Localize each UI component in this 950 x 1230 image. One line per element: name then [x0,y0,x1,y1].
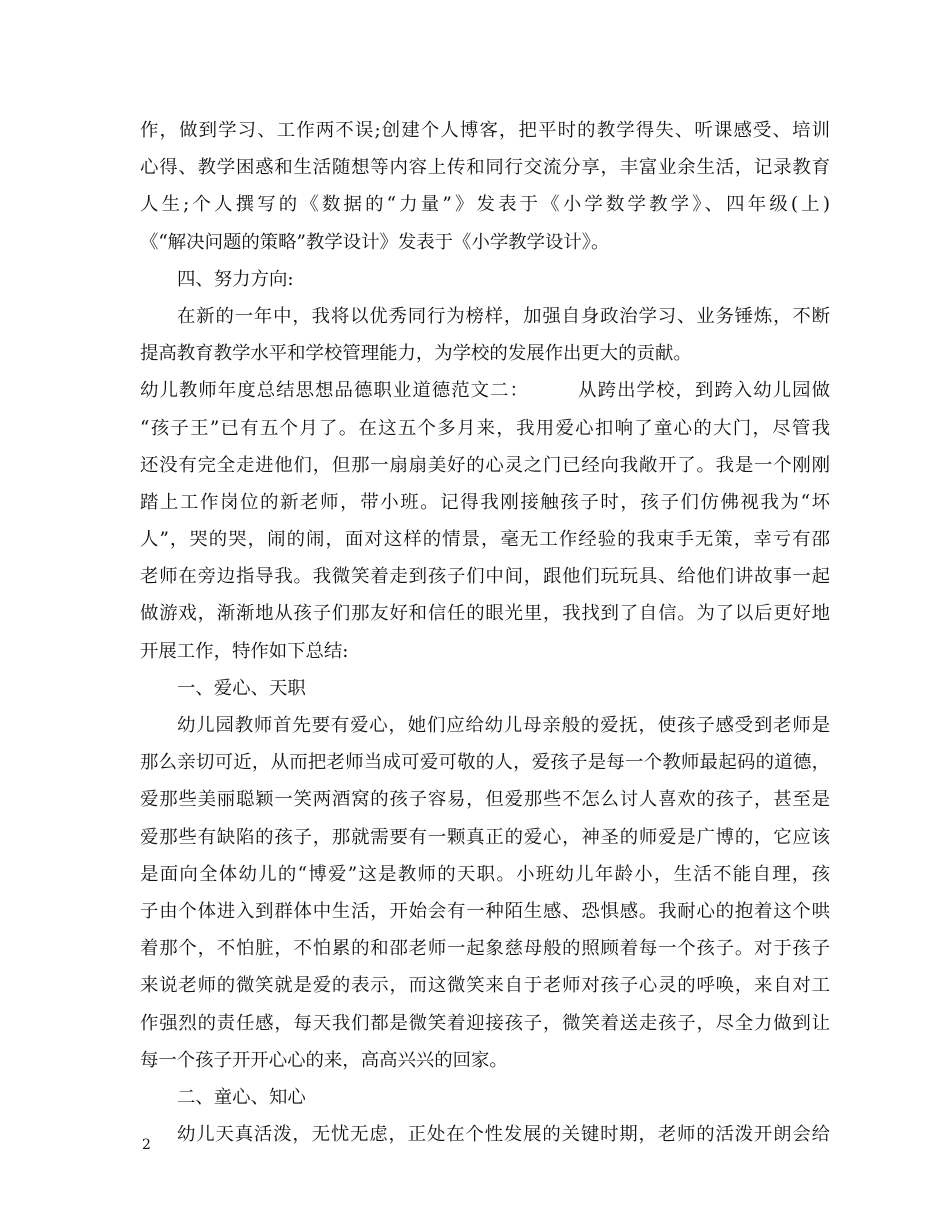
text-line: 幼儿教师年度总结思想品德职业道德范文二： 从跨出学校，到跨入幼儿园做 [140,380,830,402]
text-line: 爱那些美丽聪颖一笑两酒窝的孩子容易，但爱那些不怎么讨人喜欢的孩子，甚至是 [140,789,830,811]
text-line: 做游戏，渐渐地从孩子们那友好和信任的眼光里，我找到了自信。为了以后更好地 [140,603,830,625]
text-line: 开展工作，特作如下总结: [140,640,349,662]
page-number: 2 [142,1137,151,1153]
text-line: “孩子王”已有五个月了。在这五个多月来，我用爱心扣响了童心的大门，尽管我 [140,417,830,439]
text-line: 老师在旁边指导我。我微笑着走到孩子们中间，跟他们玩玩具、给他们讲故事一起 [140,566,830,588]
text-line: 四、努力方向: [177,268,294,290]
text-line: 踏上工作岗位的新老师，带小班。记得我刚接触孩子时，孩子们仿佛视我为“坏 [140,491,830,513]
text-line: 爱那些有缺陷的孩子，那就需要有一颗真正的爱心，神圣的师爱是广博的，它应该 [140,826,830,848]
text-line: 子由个体进入到群体中生活，开始会有一种陌生感、恐惧感。我耐心的抱着这个哄 [140,900,830,922]
text-line: 《“解决问题的策略”教学设计》发表于《小学教学设计》。 [140,231,610,253]
text-line: 来说老师的微笑就是爱的表示，而这微笑来自于老师对孩子心灵的呼唤，来自对工 [140,975,830,997]
document-body [140,112,830,1153]
text-line: 着那个，不怕脏，不怕累的和邵老师一起象慈母般的照顾着每一个孩子。对于孩子 [140,938,830,960]
text-line: 作，做到学习、工作两不误;创建个人博客，把平时的教学得失、听课感受、培训 [140,120,830,141]
text-line: 每一个孩子开开心心的来，高高兴兴的回家。 [140,1049,508,1071]
text-line: 作强烈的责任感，每天我们都是微笑着迎接孩子，微笑着送走孩子，尽全力做到让 [140,1012,830,1034]
text-line: 二、童心、知心 [177,1086,306,1108]
text-line: 提高教育教学水平和学校管理能力，为学校的发展作出更大的贡献。 [140,343,692,365]
text-line: 人”，哭的哭，闹的闹，面对这样的情景，毫无工作经验的我束手无策，幸亏有邵 [140,529,830,551]
text-line: 是面向全体幼儿的“博爱”这是教师的天职。小班幼儿年龄小，生活不能自理，孩 [140,863,830,885]
text-line: 那么亲切可近，从而把老师当成可爱可敬的人，爱孩子是每一个教师最起码的道德， [140,752,830,774]
text-line: 还没有完全走进他们，但那一扇扇美好的心灵之门已经向我敞开了。我是一个刚刚 [140,454,830,476]
text-line: 一、爱心、天职 [177,677,306,699]
text-line: 幼儿天真活泼，无忧无虑，正处在个性发展的关键时期，老师的活泼开朗会给 [177,1124,830,1146]
text-line: 幼儿园教师首先要有爱心，她们应给幼儿母亲般的爱抚，使孩子感受到老师是 [177,715,830,736]
text-line: 人生;个人撰写的《数据的“力量”》发表于《小学数学教学》、四年级(上) [140,194,830,216]
text-line: 在新的一年中，我将以优秀同行为榜样，加强自身政治学习、业务锤炼，不断 [177,305,830,327]
text-line: 心得、教学困惑和生活随想等内容上传和同行交流分享，丰富业余生活，记录教育 [140,157,830,179]
